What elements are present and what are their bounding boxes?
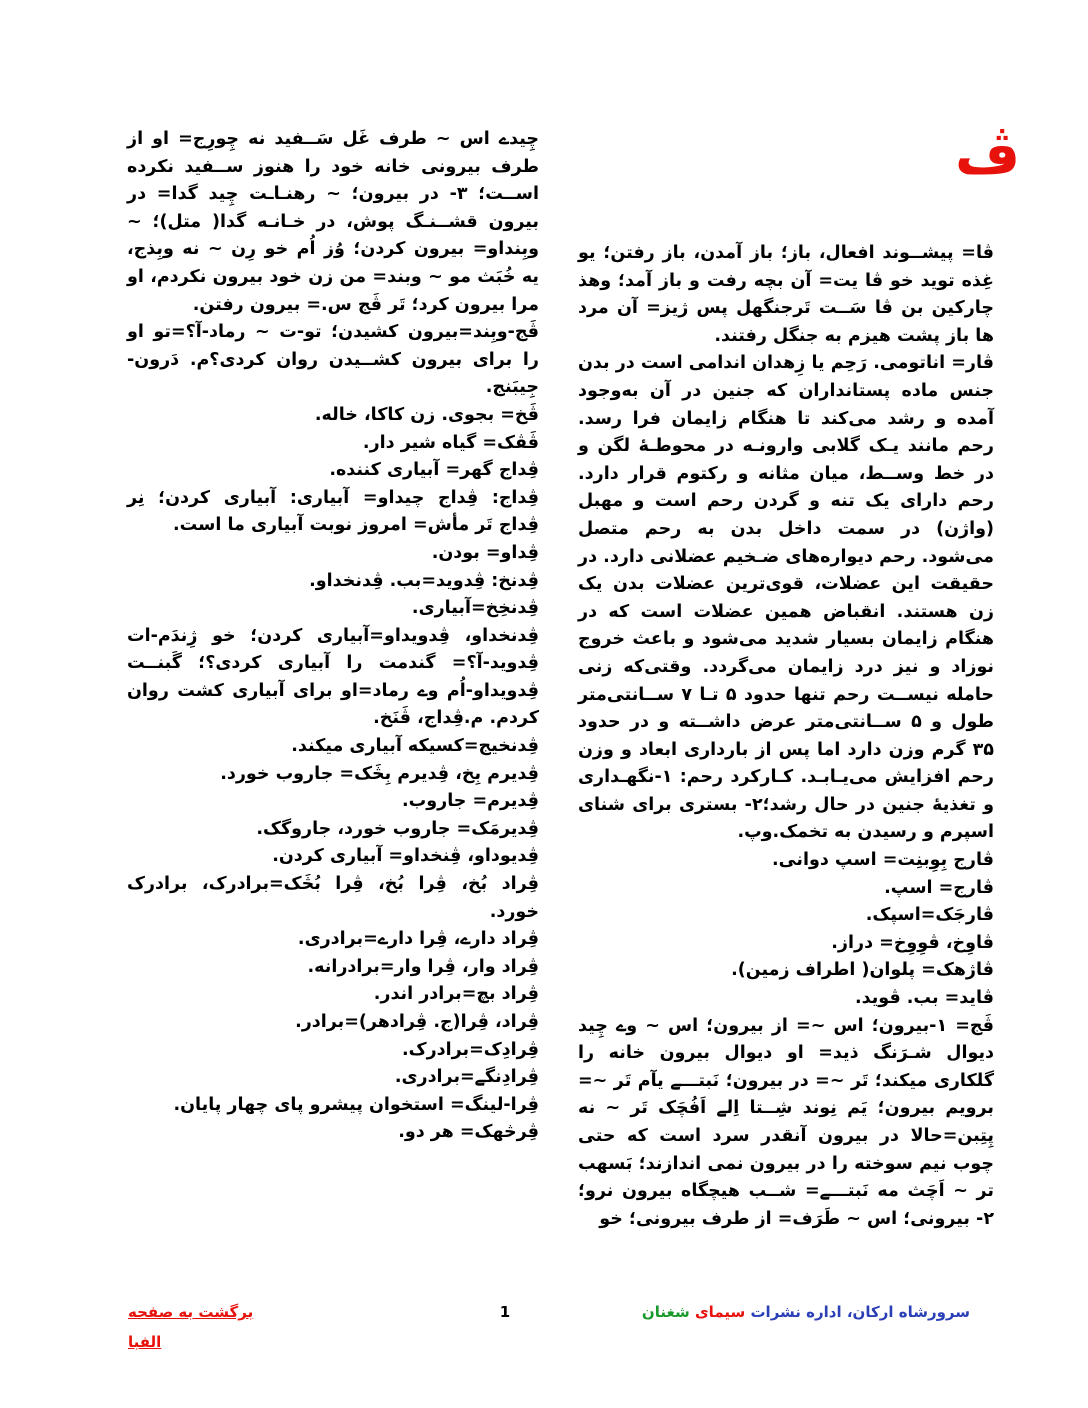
entry: ڤِداج: ڤِداج چیداو= آبیاری: آبیاری کردن؛ نِر ڤِداج تَر مأش= امروز نوبت آبیاری ما است.: [127, 487, 539, 536]
entry: ڤِدیوداو، ڤِنخداو= آبیاری کردن.: [272, 846, 539, 867]
entry: ڤِراد بُخ، ڤِرا بُخ، ڤِرا بُڅَک=برادرک، برادرک خورد.: [127, 874, 539, 922]
entry: ڤاید= بب. ڤوید.: [854, 988, 994, 1009]
entry: ڤِرا-لینگ= استخوان پیشرو پای چهار پایان.: [173, 1094, 539, 1115]
entry: ڤِراد، ڤِرا(ج. ڤِرادهر)=برادر.: [295, 1012, 539, 1032]
entry: ڤَج= ۱-بیرون؛ اس ~= از بیرون؛ اس ~ وے چِید دیوال شـرَنگ ذید= او دیوال بیرون خانه را گلکاری میکند؛ تَر ~= در بیرون؛ نَبتـــے یآم تَر ~= برویم بیرون؛ یَم نِوند شِــتا اِلے اَفُچَک تَر ~ نه پِتِبن=حالا در بیرون آنقدر سرد است که حتی چوب نیم سوخته را در بیرون نمی اندازند؛ بَسهب تر ~ اَچَث مه نَبتـــے= شــب هیچگاه بیرون نرو؛ ۲- بیرونی؛ اس ~ طَرَف= از طرف بیرونی؛ خو: [578, 1015, 995, 1229]
entry: چِیدے اس ~ طرف غَل سَــفید نه چِورِج= او از طرف بیرونی خانه خود را هنوز ســفید نکرده اســت؛ ۳- در بیرون؛ ~ رهنـاـت چِید گدا= در بیرون قشــنـگ پوش، در خـانـه گدا( متل)؛ ~ وبِنداو= بیرون کردن؛ وُز اُم خو رِن ~ نه وبِذج، یه خُبَث مو ~ وبند= من زن خود بیرون نکردم، او مرا بیرون کرد؛ تَر ڤَج س.= بیرون رفتن.: [127, 129, 539, 315]
entry: ڤا= پیشــوند افعال، باز؛ باز آمدن، باز رفتن؛ یو غِذه توید خو ڤا یت= آن بچه رفت و باز آمد؛ وهذ چارکین بن ڤا سَــت تَرجنگهل پس ژیز= آن مرد ها باز پشت هیزم به جنگل رفتند.: [578, 243, 994, 346]
credit-brand-2: شغنان: [641, 1303, 690, 1321]
entry: ڤِدنخداو، ڤِدویداو=آبیاری کردن؛ خو ژِندَم-ات ڤِدوید-آ؟= گندمت را آبیاری کردی؟؛ گَبنــت ڤِدویداو-اُم وے رماد=او برای آبیاری کشت روان کردم. م.ڤِداج، ڤَنَخ.: [127, 625, 539, 729]
entry: ڤارجَک=اسپک.: [865, 905, 994, 926]
entry: ڤِدنخِخ=آبیاری.: [411, 598, 539, 619]
entry: ڤِدنخیج=کسیکه آبیاری میکند.: [291, 736, 539, 757]
entry: ڤِدنخ: ڤِدوید=بب. ڤِدنخداو.: [309, 570, 539, 591]
entry: ڤارج بِوِبنِت= اسپ دوانی.: [772, 850, 994, 871]
entry: ڤِدیرم بِخ، ڤِدیرم بِڅَک= جاروب خورد.: [220, 763, 539, 784]
entry: ڤِداج گهر= آبیاری کننده.: [329, 460, 539, 481]
footer-credit: [640, 1297, 970, 1327]
entry: ڤِراد دارے، ڤِرا دارے=برادری.: [297, 929, 539, 950]
entry: ڤَڤک= گیاه شیر دار.: [362, 432, 539, 453]
credit-org: اداره نشرات: [750, 1303, 842, 1321]
entry: ڤِرڅهک= هر دو.: [398, 1122, 539, 1143]
credit-author: سرورشاه ارکان،: [846, 1303, 970, 1321]
entry: ڤَخ= بجوی. زن کاکا، خاله.: [314, 404, 539, 425]
entry: ڤارج= اسپ.: [884, 877, 994, 898]
back-to-alphabet-link[interactable]: برگشت به صفحه الفبا: [128, 1303, 254, 1351]
right-column: [578, 240, 994, 1233]
entry: ڤِدیرمَک= جاروب خورد، جاروگک.: [256, 818, 539, 839]
entry: ڤِراد وار، ڤِرا وار=برادرانه.: [307, 956, 539, 977]
entry: ڤِرادِک=برادرک.: [402, 1039, 539, 1060]
entry: ڤاژهک= پلوان( اطراف زمین).: [731, 960, 994, 981]
entry: ڤِراد بچ=برادر اندر.: [373, 984, 539, 1005]
entry: ڤَج-وبِند=بیرون کشیدن؛ تو-ت ~ رماد-آ؟=تو او را برای بیرون کشــیدن روان کردی؟م. دَرون-جِیبَنج.: [127, 322, 539, 398]
page-number: 1: [499, 1303, 511, 1321]
entry: ڤِرادِنگے=برادری.: [394, 1067, 539, 1088]
left-column: [127, 126, 539, 1147]
entry: ڤاوِخ، ڤوِوِخ= دراز.: [831, 932, 994, 953]
entry: ڤِداو= بودن.: [431, 542, 539, 563]
entry: ڤِدیرم= جاروب.: [402, 791, 539, 812]
entry: ڤار= اناتومی. رَحِم یا زِهدان اندامی است در بدن جنس ماده پستانداران که جنین در آن به‌وجود آمده و رشد می‌کند تا هنگام زایمان فرا رسد. رحم مانند یـک گلابی وارونـه در محوطـۀ لگن و در خط وســط، میان مثانه و رکتوم قرار دارد. رحم دارای یک تنه و گردن رحم است و مهبل (واژن) در سمت داخل بدن به رحم متصل می‌شود. رحم دیواره‌های ضـخیم عضلانی دارد. در حقیقت این عضلات، قوی‌ترین عضلات بدن یک زن هستند. انقباض همین عضلات است که در هنگام زایمان بسیار شدید می‌شود و باعث خروج نوزاد و نیز درد زایمان می‌گردد. وقتی‌که زنی حامله نیســت رحم تنها حدود ۵ تـا ۷ ســانتی‌متر طول و ۵ ســانتی‌متر عرض داشــته و در حدود ۳۵ گرم وزن دارد اما پس از بارداری ابعاد و وزن رحم افزایش می‌یـابـد. کـارکرد رحم: ۱-نگهـداری و تغذیهٔ جنین در حال رشد؛۲- بستری برای شنای اسپرم و رسیدن به تخمک.وپ.: [578, 353, 995, 843]
section-letter: ڤ: [954, 122, 1020, 187]
credit-brand-1: سیمای: [694, 1303, 746, 1321]
